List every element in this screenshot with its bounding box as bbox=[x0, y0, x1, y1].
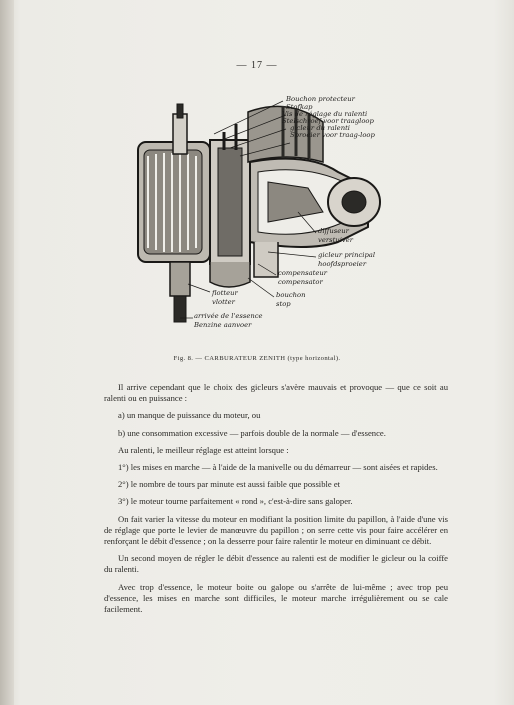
label-compensator: compensator bbox=[278, 278, 323, 286]
label-gicleur-ralenti: gicleur du ralenti bbox=[290, 124, 350, 132]
label-hoofdsproeier: hoofdsproeier bbox=[318, 260, 367, 268]
page-binding-shadow bbox=[0, 0, 14, 705]
paragraph-second-moyen: Un second moyen de régler le débit d'essence au ralenti est de modifier le gicleur ou la coiffe du ralenti. bbox=[104, 553, 448, 575]
label-bouchon: bouchon bbox=[276, 291, 306, 299]
label-bouchon-protecteur: Bouchon protecteur bbox=[286, 95, 355, 103]
paragraph-vitesse-moteur: On fait varier la vitesse du moteur en modifiant la position limite du papillon, à l'aide d'une vis de réglage que porte le levier de manœuvre du papillon ; on serre cette vis pour faire accélérer en renforçant le débit d'essence ; on la desserre pour faire ralentir le moteur en diminuant ce débit. bbox=[104, 513, 448, 547]
carburetor-illustration bbox=[118, 92, 408, 337]
label-stop: stop bbox=[276, 300, 291, 308]
list-item-1: 1°) les mises en marche — à l'aide de la manivelle ou du démarreur — sont aisées et rapides. bbox=[118, 462, 438, 473]
body-text bbox=[104, 382, 448, 621]
label-stofkap: Stofkap bbox=[286, 103, 313, 111]
figure-caption: Fig. 8. — CARBURATEUR ZENITH (type horizontal). bbox=[173, 355, 341, 362]
page-number: — 17 — bbox=[236, 60, 278, 71]
label-vlotter: vlotter bbox=[212, 298, 235, 306]
label-flotteur: flotteur bbox=[212, 289, 238, 297]
label-sproeier-traagloop: Sproeier voor traag-loop bbox=[290, 131, 375, 139]
label-stelschroef-traagloop: Stelschroef voor traagloop bbox=[282, 117, 374, 125]
paragraph-choix-gicleurs: Il arrive cependant que le choix des gicleurs s'avère mauvais et provoque — que ce soit au ralenti ou en puissance : bbox=[104, 382, 448, 404]
label-verstuiver: verstuiver bbox=[318, 236, 353, 244]
list-item-b: b) une consommation excessive — parfois double de la normale — d'essence. bbox=[118, 427, 386, 438]
paragraph-trop-essence: Avec trop d'essence, le moteur boite ou galope ou s'arrête de lui-même ; avec trop peu d'essence, les mises en marche sont difficiles, le moteur marche irrégulièrement ou se cale facilement. bbox=[104, 581, 448, 615]
label-compensateur: compensateur bbox=[278, 269, 328, 277]
label-benzine-aanvoer: Benzine aanvoer bbox=[194, 321, 252, 329]
label-vis-reglage-ralenti: Vis de réglage du ralenti bbox=[282, 110, 368, 118]
list-item-a: a) un manque de puissance du moteur, ou bbox=[118, 410, 261, 421]
list-item-2: 2°) le nombre de tours par minute est aussi faible que possible et bbox=[118, 479, 341, 490]
label-diffuseur: diffuseur bbox=[318, 227, 349, 235]
label-arrivee-essence: arrivée de l'essence bbox=[194, 312, 263, 320]
label-gicleur-principal: gicleur principal bbox=[318, 251, 376, 259]
paragraph-ralenti: Au ralenti, le meilleur réglage est atteint lorsque : bbox=[118, 444, 289, 455]
list-item-3: 3°) le moteur tourne parfaitement « rond », c'est-à-dire sans galoper. bbox=[118, 496, 353, 507]
